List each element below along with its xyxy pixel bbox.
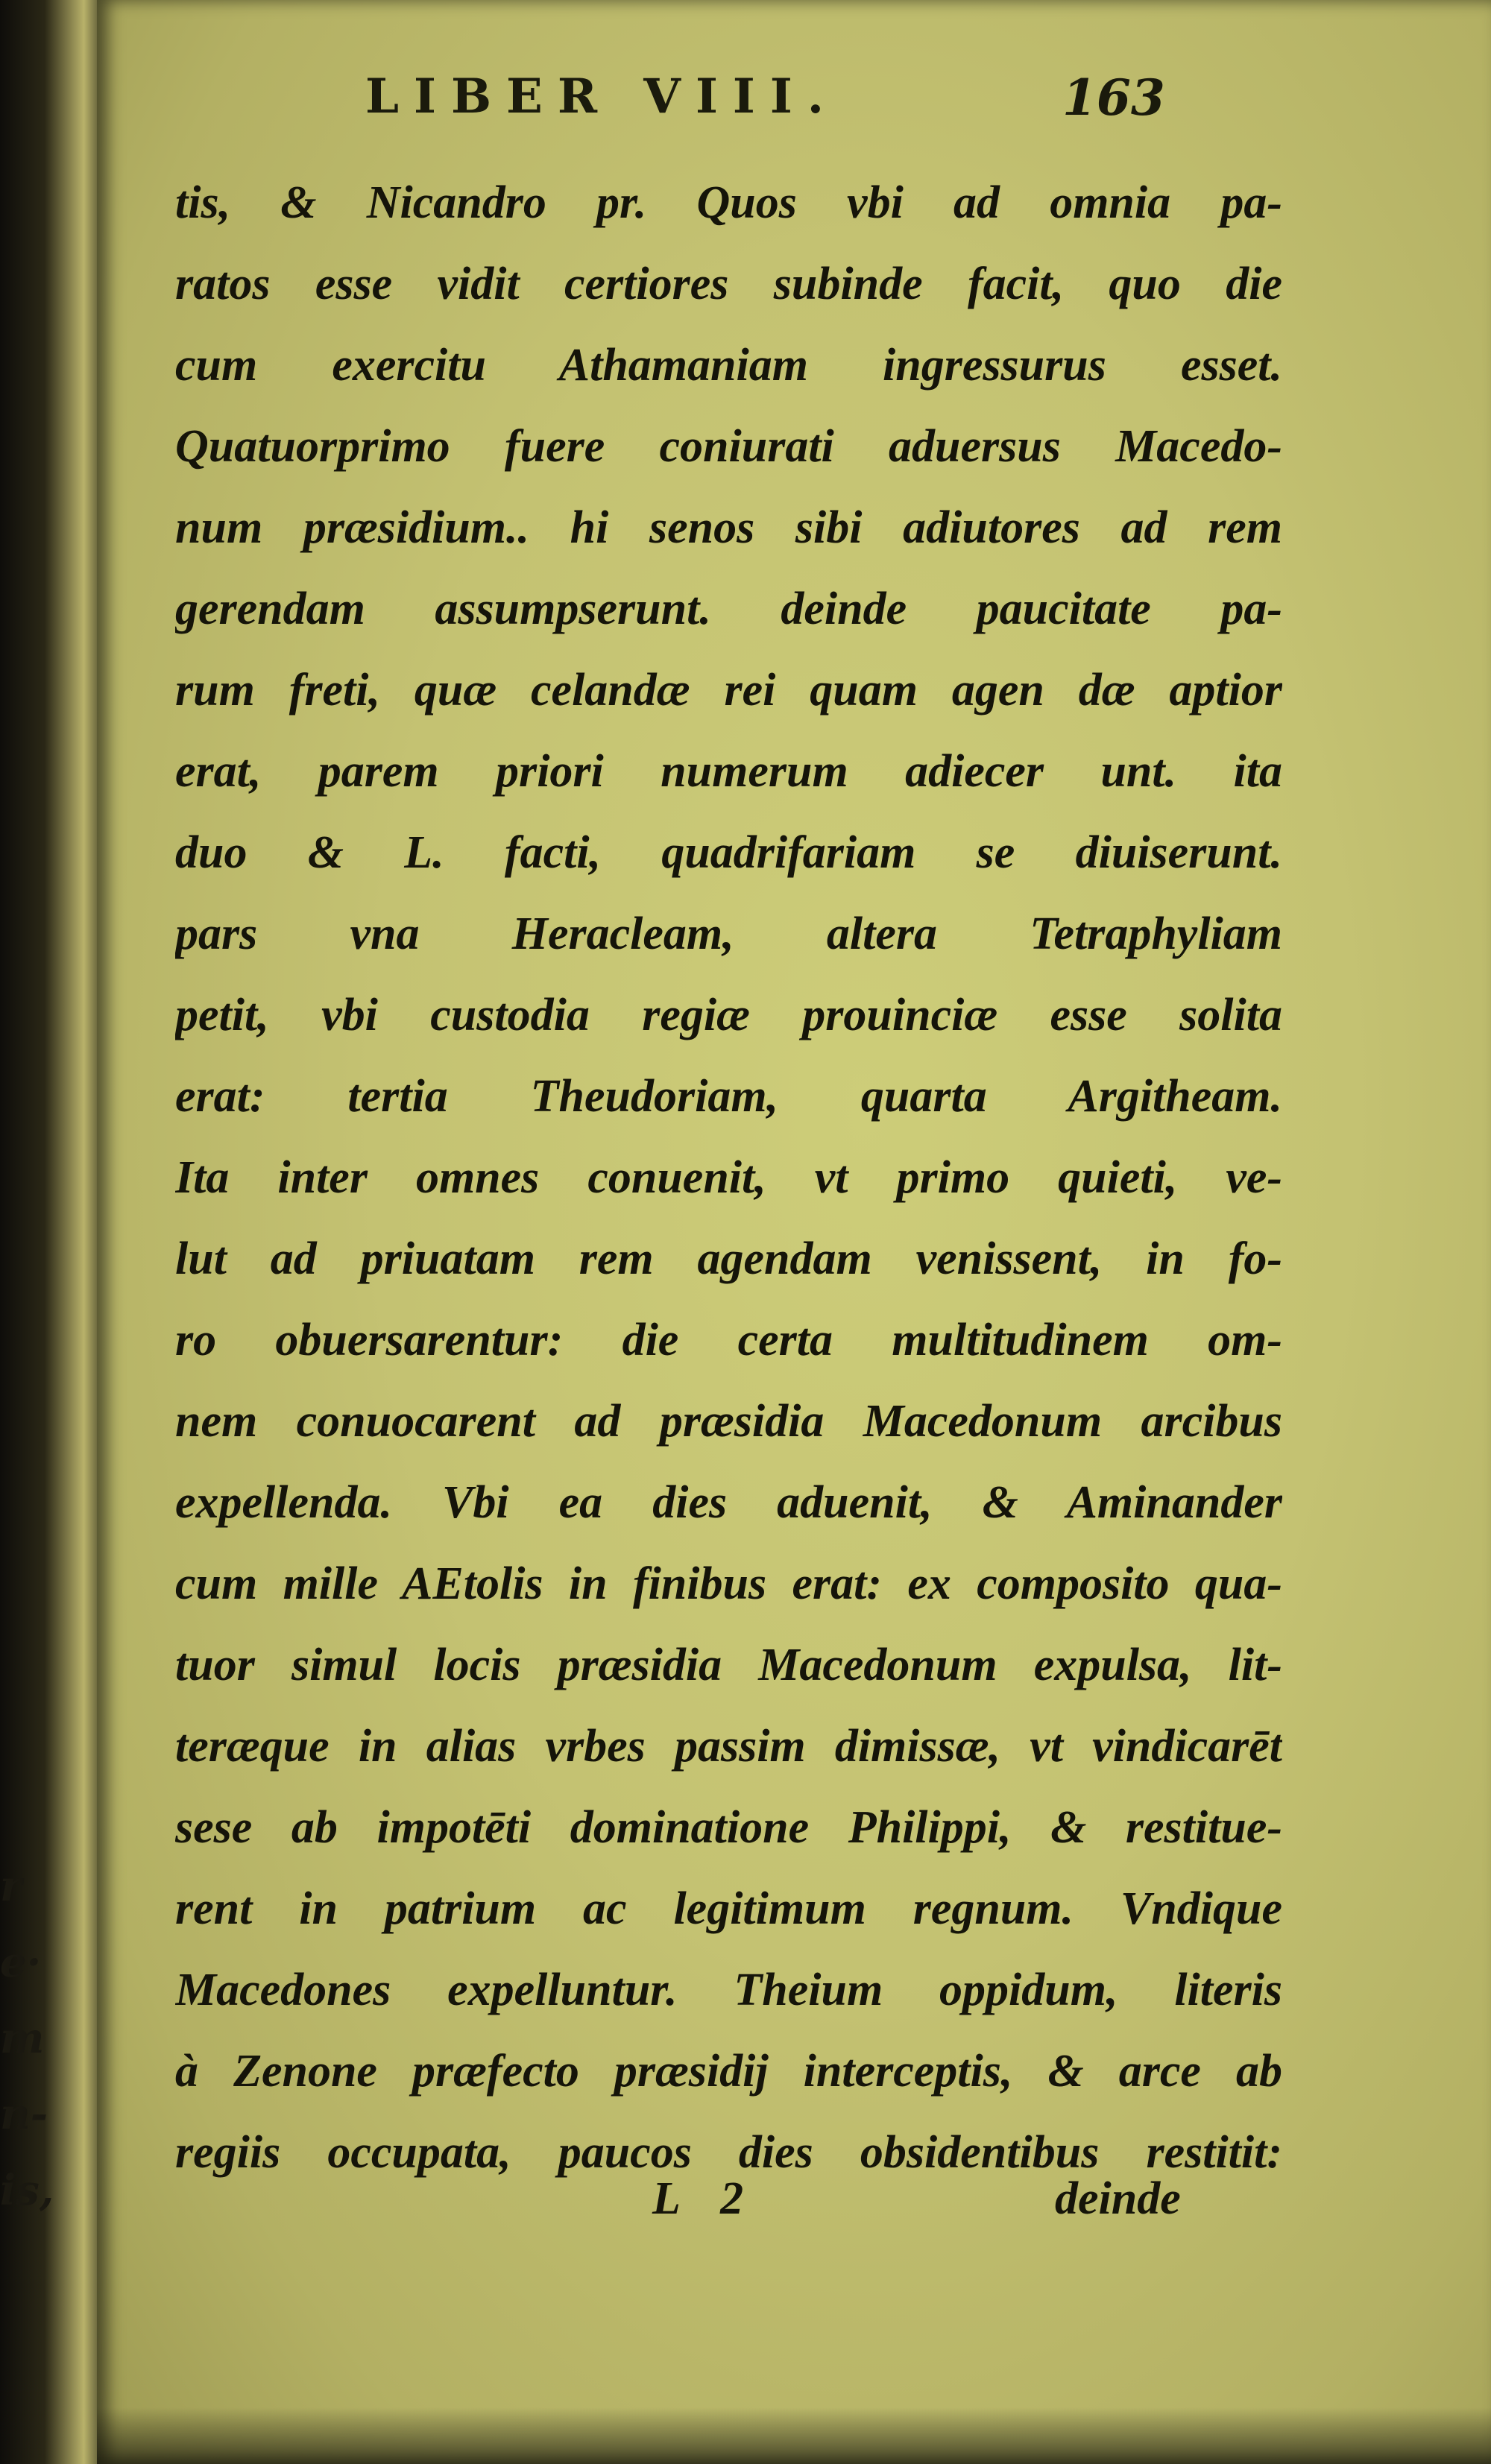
text-line: regiis occupata, paucos dies obsidentibus restitit: <box>175 2127 1282 2178</box>
margin-fragment: r <box>0 1862 22 1911</box>
margin-fragment: m <box>0 2014 45 2063</box>
text-line: cum mille AEtolis in finibus erat: ex composito qua- <box>175 1558 1282 1609</box>
text-line: nem conuocarent ad præsidia Macedonum arcibus <box>175 1396 1282 1447</box>
text-line: ratos esse vidit certiores subinde facit, quo die <box>175 259 1282 309</box>
text-line: expellenda. Vbi ea dies aduenit, & Aminander <box>175 1477 1282 1528</box>
running-title: LIBER VIII. <box>365 69 839 124</box>
text-line: tis, & Nicandro pr. Quos vbi ad omnia pa- <box>175 177 1282 228</box>
book-page <box>97 0 1491 2464</box>
text-line: lut ad priuatam rem agendam venissent, in fo- <box>175 1233 1282 1284</box>
text-line: Quatuorprimo fuere coniurati aduersus Macedo- <box>175 421 1282 472</box>
signature-mark: L 2 <box>652 2173 744 2224</box>
page-number: 163 <box>1062 69 1165 127</box>
page-footer <box>97 2173 1491 2240</box>
text-line: petit, vbi custodia regiæ prouinciæ esse solita <box>175 990 1282 1040</box>
text-line: erat, parem priori numerum adiecer unt. ita <box>175 746 1282 797</box>
margin-fragment: is, <box>0 2166 54 2215</box>
text-line: duo & L. facti, quadrifariam se diuiserunt. <box>175 827 1282 878</box>
facing-page-margin-fragments <box>0 1848 60 2228</box>
text-line: rent in patrium ac legitimum regnum. Vndique <box>175 1883 1282 1934</box>
text-line: tuor simul locis præsidia Macedonum expulsa, lit- <box>175 1640 1282 1690</box>
text-line: erat: tertia Theudoriam, quarta Argitheam. <box>175 1071 1282 1122</box>
text-line: Ita inter omnes conuenit, vt primo quieti, ve- <box>175 1152 1282 1203</box>
page-bottom-shadow <box>97 2407 1491 2464</box>
text-line: num præsidium.. hi senos sibi adiutores ad rem <box>175 502 1282 553</box>
text-line: sese ab impotēti dominatione Philippi, & restitue- <box>175 1802 1282 1853</box>
text-line: pars vna Heracleam, altera Tetraphyliam <box>175 909 1282 959</box>
page-header <box>97 69 1491 128</box>
text-line: à Zenone præfecto præsidij interceptis, & arce ab <box>175 2046 1282 2097</box>
catchword: deinde <box>1055 2173 1181 2224</box>
body-text <box>175 162 1282 2193</box>
text-line: cum exercitu Athamaniam ingressurus esset. <box>175 340 1282 391</box>
text-line: teræque in alias vrbes passim dimissæ, vt vindicarēt <box>175 1721 1282 1772</box>
margin-fragment: e· <box>0 1938 42 1987</box>
text-line: gerendam assumpserunt. deinde paucitate pa- <box>175 584 1282 634</box>
text-line: rum freti, quæ celandæ rei quam agen dæ aptior <box>175 665 1282 715</box>
text-line: Macedones expelluntur. Theium oppidum, literis <box>175 1965 1282 2015</box>
margin-fragment: n- <box>0 2090 48 2139</box>
text-line: ro obuersarentur: die certa multitudinem om- <box>175 1315 1282 1365</box>
